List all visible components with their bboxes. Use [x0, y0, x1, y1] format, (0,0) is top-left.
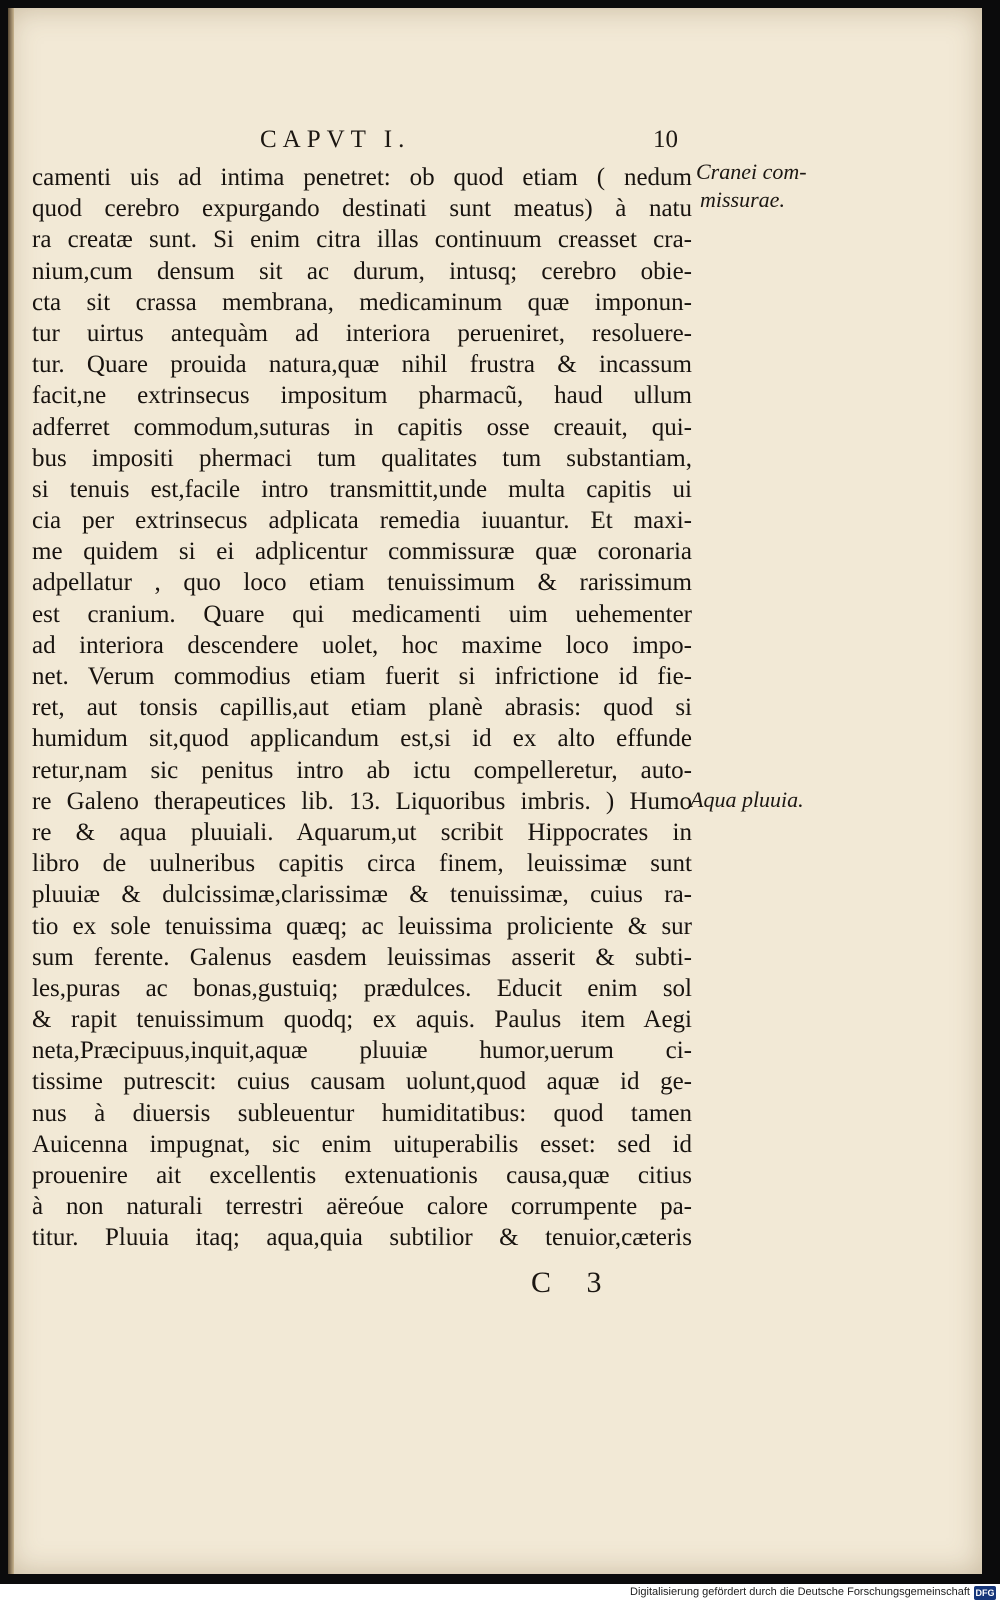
text-line: à non naturali terrestri aëreóue calore corrumpente pa- [32, 1193, 692, 1221]
text-line: ra creatæ sunt. Si enim citra illas continuum creasset cra- [32, 226, 692, 254]
text-line: titur. Pluuia itaq; aqua,quia subtilior & tenuior,cæteris [32, 1224, 692, 1252]
text-line: les,puras ac bonas,gustuiq; prædulces. Educit enim sol [32, 974, 692, 1002]
text-line: cia per extrinsecus adplicata remedia iuuantur. Et maxi- [32, 507, 692, 535]
text-line: facit,ne extrinsecus impositum pharmacũ, haud ullum [32, 382, 692, 410]
margin-note-aqua-pluuia [690, 786, 840, 814]
text-line: cta sit crassa membrana, medicaminum quæ imponun- [32, 288, 692, 316]
running-head-title: CAPVT I. [260, 126, 411, 153]
text-line: si tenuis est,facile intro transmittit,unde multa capitis ui [32, 475, 692, 503]
text-line: re Galeno therapeutices lib. 13. Liquoribus imbris. ) Humo [32, 787, 692, 815]
folio-number: 10 [653, 126, 678, 153]
text-line: net. Verum commodius etiam fuerit si infrictione id fie- [32, 663, 692, 690]
footer-bar [0, 1584, 1000, 1604]
margin-note-line: missurae. [700, 187, 785, 212]
text-line: adferret commodum,suturas in capitis osse creauit, qui- [32, 413, 692, 441]
text-line: adpellatur , quo loco etiam tenuissimum & rarissimum [32, 569, 692, 597]
text-line: nus à diuersis subleuentur humiditatibus: quod tamen [32, 1099, 692, 1127]
running-head [8, 126, 982, 156]
book-page [8, 8, 982, 1574]
text-line: bus impositi phermaci tum qualitates tum substantiam, [32, 444, 692, 472]
text-line: tur. Quare prouida natura,quæ nihil frustra & incassum [32, 351, 692, 379]
margin-note-line: Cranei com- [696, 159, 807, 184]
text-line: neta,Præcipuus,inquit,aquæ pluuiæ humor,uerum ci- [32, 1037, 692, 1065]
text-line: quod cerebro expurgando destinati sunt meatus) à natu [32, 195, 692, 223]
body-text [32, 162, 692, 1254]
text-line: camenti uis ad intima penetret: ob quod etiam ( nedum [32, 164, 692, 191]
signature-mark: C 3 [531, 1266, 616, 1299]
text-line: me quidem si ei adplicentur commissuræ quæ coronaria [32, 538, 692, 566]
text-line: tio ex sole tenuissima quæq; ac leuissima proliciente & sur [32, 912, 692, 940]
text-line: re & aqua pluuiali. Aquarum,ut scribit Hippocrates in [32, 818, 692, 846]
text-line: sum ferente. Galenus easdem leuissimas asserit & subti- [32, 943, 692, 971]
margin-note-cranei-commissurae [696, 158, 836, 214]
text-line: ad interiora descendere uolet, hoc maxime loco impo- [32, 631, 692, 659]
text-line: & rapit tenuissimum quodq; ex aquis. Paulus item Aegi [32, 1006, 692, 1034]
text-line: tur uirtus antequàm ad interiora perueniret, resoluere- [32, 319, 692, 347]
dfg-logo-icon: DFG [975, 1588, 995, 1598]
text-line: est cranium. Quare qui medicamenti uim uehementer [32, 600, 692, 628]
text-line: humidum sit,quod applicandum est,si id ex alto effunde [32, 725, 692, 753]
text-line: Auicenna impugnat, sic enim uituperabilis esset: sed id [32, 1130, 692, 1158]
text-line: nium,cum densum sit ac durum, intusq; cerebro obie- [32, 257, 692, 285]
funding-credit: Digitalisierung gefördert durch die Deutsche Forschungsgemeinschaft [630, 1586, 970, 1598]
text-line: prouenire ait excellentis extenuationis causa,quæ citius [32, 1162, 692, 1189]
page-gutter-edge [8, 8, 14, 1574]
margin-note-line: Aqua pluuia. [690, 787, 804, 812]
text-line: pluuiæ & dulcissimæ,clarissimæ & tenuissimæ, cuius ra- [32, 881, 692, 909]
text-line: retur,nam sic penitus intro ab ictu compelleretur, auto- [32, 756, 692, 784]
text-line: libro de uulneribus capitis circa finem, leuissimæ sunt [32, 850, 692, 878]
text-line: ret, aut tonsis capillis,aut etiam planè abrasis: quod si [32, 694, 692, 722]
text-line: tissime putrescit: cuius causam uolunt,quod aquæ id ge- [32, 1068, 692, 1096]
